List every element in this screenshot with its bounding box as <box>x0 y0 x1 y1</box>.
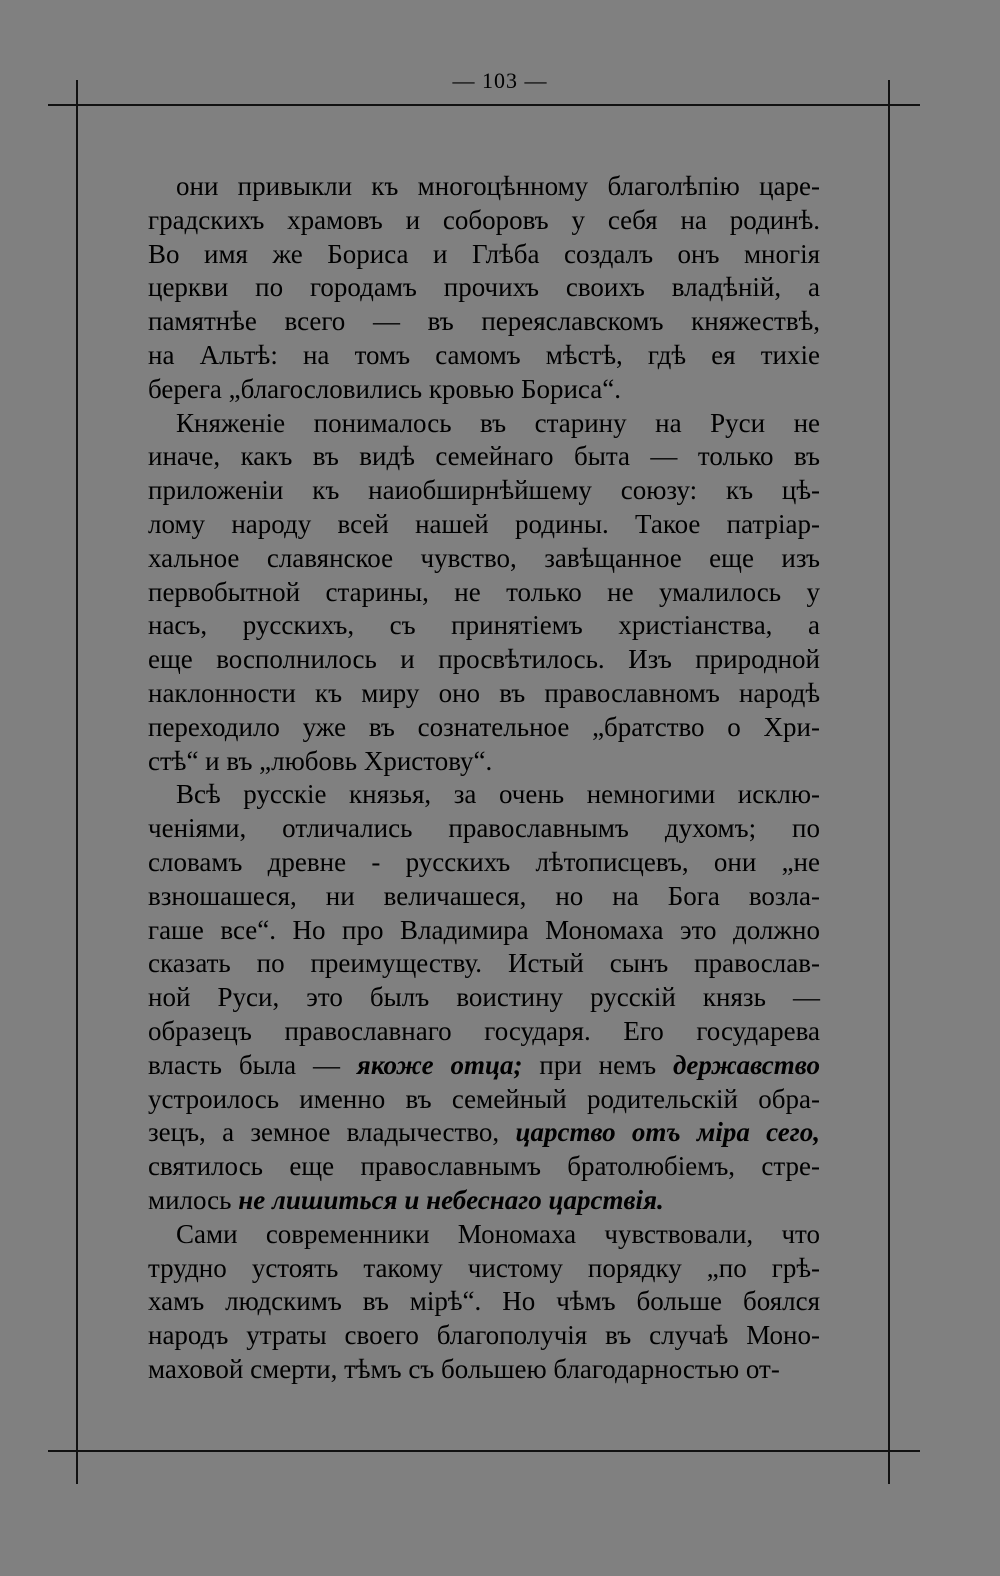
text-line <box>148 204 820 238</box>
text-line <box>148 914 820 948</box>
text-span: иначе, какъ въ видѣ семейнаго быта — только въ <box>148 441 820 472</box>
text-span: ченіями, отличались православнымъ духомъ; по <box>148 813 820 844</box>
text-line <box>148 643 820 677</box>
text-line <box>148 238 820 272</box>
frame-bottom-rule <box>48 1450 920 1452</box>
text-span: народъ утраты своего благополучія въ случаѣ Моно- <box>148 1320 820 1351</box>
text-span: первобытной старины, не только не умалилось у <box>148 576 820 607</box>
italic-text: державство <box>673 1049 820 1080</box>
text-line <box>148 846 820 880</box>
text-line <box>148 373 820 407</box>
text-line <box>148 609 820 643</box>
text-span: стѣ“ и въ „любовь Христову“. <box>148 745 493 776</box>
text-line <box>148 812 820 846</box>
italic-text: якоже отца; <box>356 1049 523 1080</box>
text-span: устроилось именно въ семейный родительскій обра- <box>148 1083 820 1114</box>
text-line <box>148 576 820 610</box>
text-span: гаше все“. Но про Владимира Мономаха это должно <box>148 914 820 945</box>
text-line <box>148 440 820 474</box>
text-span: еще восполнилось и просвѣтилось. Изъ природной <box>148 644 820 675</box>
text-span: памятнѣе всего — въ переяславскомъ княжествѣ, <box>148 306 820 337</box>
page-body-text <box>148 170 820 1387</box>
text-span: Сами современники Мономаха чувствовали, что <box>176 1218 820 1249</box>
text-span: на Альтѣ: на томъ самомъ мѣстѣ, гдѣ ея тихіе <box>148 339 820 370</box>
paragraph <box>148 407 820 779</box>
text-line <box>148 542 820 576</box>
text-span: образецъ православнаго государя. Его государева <box>148 1015 820 1046</box>
text-span: милось <box>148 1184 239 1215</box>
text-span: власть была — <box>148 1049 357 1080</box>
text-span: взношашеся, ни величашеся, но на Бога возла- <box>148 880 820 911</box>
text-line <box>148 1083 820 1117</box>
text-line <box>148 508 820 542</box>
text-line <box>148 474 820 508</box>
text-span: святилось еще православнымъ братолюбіемъ, стре- <box>148 1151 820 1182</box>
frame-top-rule <box>48 104 920 106</box>
text-line <box>148 339 820 373</box>
text-line <box>148 1116 820 1150</box>
text-span: переходило уже въ сознательное „братство о Хри- <box>148 711 820 742</box>
text-line <box>148 1285 820 1319</box>
text-span: трудно устоять такому чистому порядку „по грѣ- <box>148 1252 820 1283</box>
text-line <box>148 778 820 812</box>
text-line <box>148 1353 820 1387</box>
text-span: церкви по городамъ прочихъ своихъ владѣній, а <box>148 272 820 303</box>
text-line <box>148 305 820 339</box>
text-span: хальное славянское чувство, завѣщанное еще изъ <box>148 542 820 573</box>
text-line <box>148 981 820 1015</box>
text-line <box>148 170 820 204</box>
text-span: маховой смерти, тѣмъ съ большею благодарностью от- <box>148 1353 780 1384</box>
text-line <box>148 711 820 745</box>
text-line <box>148 880 820 914</box>
text-span: зецъ, а земное владычество, <box>148 1117 516 1148</box>
text-line <box>148 271 820 305</box>
text-span: Всѣ русскіе князья, за очень немногими исклю- <box>176 779 820 810</box>
text-line <box>148 1049 820 1083</box>
text-span: они привыкли къ многоцѣнному благолѣпію царе- <box>176 171 820 201</box>
italic-text: царство отъ міра сего, <box>515 1117 821 1148</box>
text-span: сказать по преимуществу. Истый сынъ православ- <box>148 948 820 979</box>
paragraph <box>148 778 820 1217</box>
text-span: берега „благословились кровью Бориса“. <box>148 373 621 404</box>
text-span: хамъ людскимъ въ мірѣ“. Но чѣмъ больше боялся <box>148 1286 820 1317</box>
text-line <box>148 1184 820 1218</box>
text-line <box>148 677 820 711</box>
text-line <box>148 1252 820 1286</box>
italic-text: не лишиться и небеснаго царствія. <box>238 1184 664 1215</box>
text-span: ной Руси, это былъ воистину русскій князь — <box>148 982 820 1013</box>
text-span: наклонности къ миру оно въ православномъ народѣ <box>148 677 820 708</box>
text-span: при немъ <box>522 1049 674 1080</box>
text-line <box>148 1150 820 1184</box>
paragraph <box>148 170 820 407</box>
text-span: градскихъ храмовъ и соборовъ у себя на родинѣ. <box>148 204 820 235</box>
text-line <box>148 1218 820 1252</box>
frame-right-rule <box>888 80 890 1484</box>
text-span: приложеніи къ наиобширнѣйшему союзу: къ цѣ- <box>148 475 820 506</box>
text-line <box>148 745 820 779</box>
text-span: Во имя же Бориса и Глѣба создалъ онъ многія <box>148 238 820 269</box>
text-line <box>148 407 820 441</box>
text-span: насъ, русскихъ, съ принятіемъ христіанства, а <box>148 610 820 641</box>
text-line <box>148 1319 820 1353</box>
text-line <box>148 947 820 981</box>
text-line <box>148 1015 820 1049</box>
paragraph <box>148 1218 820 1387</box>
frame-left-rule <box>76 80 78 1484</box>
text-span: Княженіе понималось въ старину на Руси не <box>176 407 820 438</box>
page-number: — 103 — <box>452 68 548 93</box>
text-span: лому народу всей нашей родины. Такое патріар- <box>148 508 820 539</box>
text-span: словамъ древне - русскихъ лѣтописцевъ, они „не <box>148 846 820 877</box>
